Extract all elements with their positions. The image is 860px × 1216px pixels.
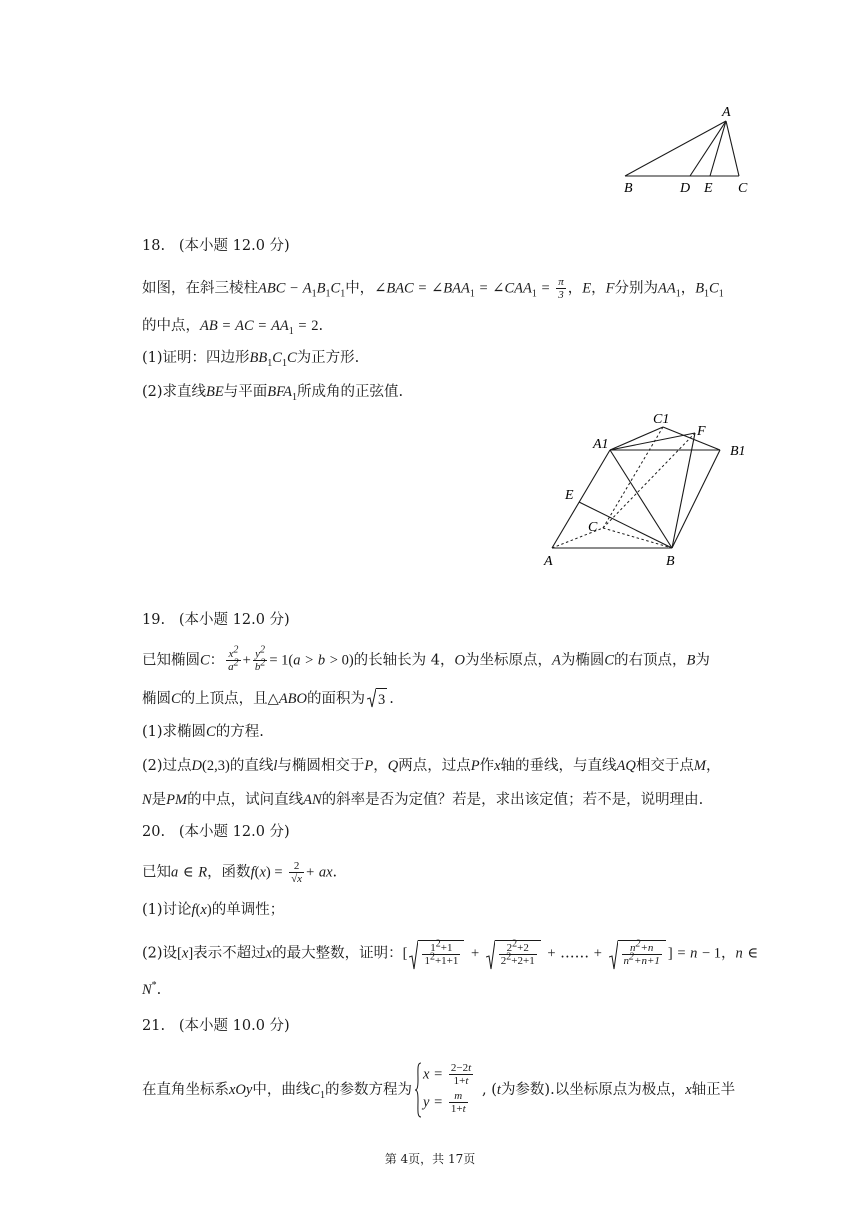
label-A: A xyxy=(544,554,553,569)
label-C: C xyxy=(738,181,748,196)
q18-part2: (2)求直线BE与平面$BFA_1$所成角的正弦值. xyxy=(142,384,404,403)
q18-line1: 如图，在斜三棱柱ABC − $A_1B_1C_1$中，∠BAC = $\angle BAA_1$ = $\angle CAA_1$ = $\frac{\pi}{3}$ ，E，F分别为$AA_1$，$B_1C_1$ xyxy=(142,276,724,301)
q20-part2-line1: (2)设[x]表示不超过x的最大整数，证明：[ $\frac{1^2+1}{1^2+1+1}$ + $\frac{2^2+2}{2^2+2+1}$ + …… + $\frac{n^2+n}{n^2+n+1}$ ] = n − 1，n ∈ xyxy=(142,938,759,967)
q20-heading: 20. (本小题 12.0 分) xyxy=(142,824,290,840)
page-footer: 第 4页，共 17页 xyxy=(384,1152,476,1166)
q19-line1: 已知椭圆C： $\frac{x^2}{a^2}$ + $\frac{y^2}{b^2}$ = 1(a > b > 0)的长轴长为 4，O为坐标原点，A为椭圆C的右顶点，B为 xyxy=(142,644,710,673)
label-B: B xyxy=(666,554,675,569)
label-D: D xyxy=(680,181,691,196)
triangle-figure xyxy=(615,100,755,200)
label-E: E xyxy=(565,488,574,503)
q19-part2-line2: N是PM的中点，试问直线AN的斜率是否为定值？若是，求出该定值；若不是，说明理由. xyxy=(142,792,704,808)
q21-heading: 21. (本小题 10.0 分) xyxy=(142,1018,290,1034)
q19-line2: 椭圆C的上顶点，且△ABO的面积为 3 . xyxy=(142,688,394,710)
q20-line1: 已知a ∈ R，函数f(x) = $\frac{2}{√x}$ + ax. xyxy=(142,860,338,885)
label-C1: C1 xyxy=(653,412,670,427)
label-B: B xyxy=(624,181,633,196)
q18-heading: 18. (本小题 12.0 分) xyxy=(142,238,290,254)
label-E: E xyxy=(704,181,713,196)
prism-figure xyxy=(535,405,760,575)
q18-line2: 的中点，AB = AC = $AA_1 = 2$. xyxy=(142,318,324,337)
q18-part1: (1)证明：四边形$BB_1C_1C$为正方形. xyxy=(142,350,360,369)
q20-part2-line2: N*. xyxy=(142,980,162,998)
q20-part1: (1)讨论f(x)的单调性； xyxy=(142,902,285,918)
label-B1: B1 xyxy=(730,444,746,459)
q19-part2-line1: (2)过点D(2,3)的直线l与椭圆相交于P，Q两点，过点P作x轴的垂线，与直线AQ相交于点M， xyxy=(142,758,721,774)
label-A: A xyxy=(722,105,731,120)
label-A1: A1 xyxy=(593,437,609,452)
label-F: F xyxy=(697,424,706,439)
q19-heading: 19. (本小题 12.0 分) xyxy=(142,612,290,628)
q21-line1: 在直角坐标系xOy中，曲线$C_1$的参数方程为 x = $\frac{2-2t}{1+t}$ y = $\frac{m}{1+t}$ , (t为参数).以坐标原点为极点，x轴正半 xyxy=(142,1062,736,1115)
label-C: C xyxy=(588,520,598,535)
q19-part1: (1)求椭圆C的方程. xyxy=(142,724,264,740)
